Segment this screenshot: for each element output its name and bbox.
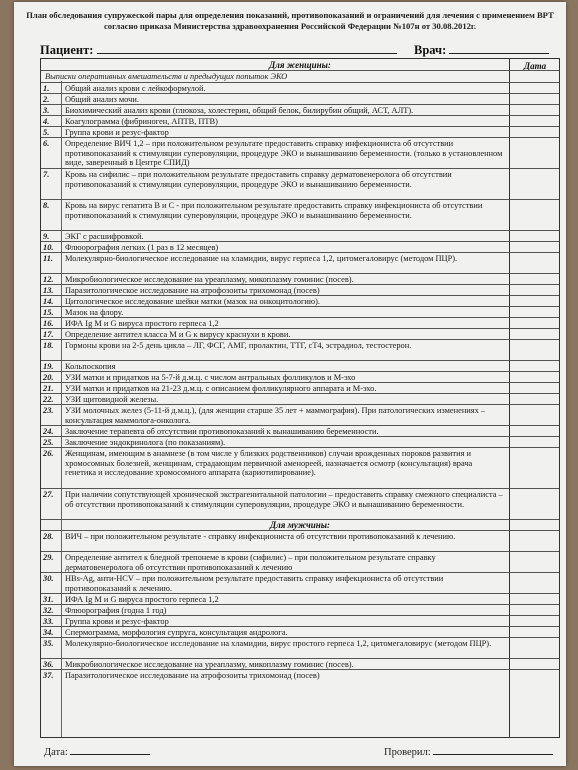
table-row <box>41 317 559 328</box>
table-row <box>41 404 559 425</box>
row-number: 5. <box>43 128 50 137</box>
row-text: Паразитологическое исследование на атрофозоиты трихомонад (посев) <box>65 671 320 680</box>
table-row <box>41 328 559 339</box>
date-label: Дата: <box>44 747 68 758</box>
row-number: 3. <box>43 106 50 115</box>
row-number: 13. <box>43 286 54 295</box>
row-text: УЗИ матки и придатков на 21-23 д.м.ц. с описанием фолликулярного аппарата и М-эхо. <box>65 384 377 393</box>
checked-label: Проверил: <box>384 747 431 758</box>
row-number: 23. <box>43 406 54 415</box>
row-number: 27. <box>43 490 54 499</box>
table-row <box>41 425 559 436</box>
table-row <box>41 382 559 393</box>
row-number: 15. <box>43 308 54 317</box>
row-number: 18. <box>43 341 54 350</box>
row-number: 24. <box>43 427 54 436</box>
table-row <box>41 436 559 447</box>
title-line-1: План обследования супружеской пары для определения показаний, противопоказаний и ограничений для лечения с применением ВРТ <box>26 10 554 20</box>
row-number: 2. <box>43 95 50 104</box>
row-text: Паразитологическое исследование на атрофозоиты трихомонад (посев) <box>65 286 320 295</box>
row-number: 6. <box>43 139 50 148</box>
table-row <box>41 447 559 488</box>
row-text: Микробиологическое исследование на уреаплазму, микоплазму гоминис (посев). <box>65 275 354 284</box>
table-row <box>41 126 559 137</box>
row-text: Биохимический анализ крови (глюкоза, холестерин, общий белок, билирубин общий, АСТ, АЛТ). <box>65 106 414 115</box>
row-number: 33. <box>43 617 54 626</box>
row-number: 12. <box>43 275 54 284</box>
row-text: Определение антител класса M и G к вирусу краснухи в крови. <box>65 330 291 339</box>
patient-field <box>40 42 397 58</box>
row-number: 31. <box>43 595 54 604</box>
row-number: 17. <box>43 330 54 339</box>
table-row <box>41 393 559 404</box>
row-text: HBs-Ag, анти-HCV – при положительном результате предоставить справку инфекциониста об отсутствии противопоказаний к лечению. <box>65 574 444 593</box>
table-row <box>41 252 559 273</box>
table-row <box>41 168 559 199</box>
row-number: 20. <box>43 373 54 382</box>
table-row <box>41 230 559 241</box>
table-row <box>41 82 559 93</box>
table-row <box>41 306 559 317</box>
row-text: Заключение эндокринолога (по показаниям). <box>65 438 226 447</box>
row-number: 8. <box>43 201 50 210</box>
row-number: 37. <box>43 671 54 680</box>
row-number: 34. <box>43 628 54 637</box>
men-header-row <box>41 519 559 530</box>
row-number: 7. <box>43 170 50 179</box>
extracts-text: Выписки оперативных вмешательств и предыдущих попыток ЭКО <box>45 72 288 81</box>
row-number: 26. <box>43 449 54 458</box>
row-text: Мазок на флору. <box>65 308 124 317</box>
patient-blank[interactable] <box>97 42 397 54</box>
table-row <box>41 339 559 360</box>
row-number: 16. <box>43 319 54 328</box>
row-text: Флюорография (годна 1 год) <box>65 606 167 615</box>
table-row <box>41 360 559 371</box>
exam-table <box>40 58 560 738</box>
row-text: Женщинам, имеющим в анамнезе (в том числе у близких родственников) случаи врожденных пороков развития и хромосомных болезней, женщинам, страдающим первичной аменореей, назначается осмотр (консультация) врача генетика и исследование хромосомного аппарата (кариотипирование). <box>65 449 473 477</box>
table-row <box>41 615 559 626</box>
date-column-header: Дата <box>523 61 547 71</box>
table-row <box>41 137 559 168</box>
table-row <box>41 93 559 104</box>
row-text: Общий анализ мочи. <box>65 95 139 104</box>
row-text: Группа крови и резус-фактор <box>65 128 169 137</box>
table-row <box>41 669 559 680</box>
row-number: 36. <box>43 660 54 669</box>
row-text: Коагулограмма (фибриноген, АПТВ, ПТВ) <box>65 117 218 126</box>
table-row <box>41 371 559 382</box>
row-number: 32. <box>43 606 54 615</box>
row-text: Цитологическое исследование шейки матки (мазок на онкоцитологию). <box>65 297 321 306</box>
row-number: 10. <box>43 243 54 252</box>
form-title <box>14 10 566 32</box>
table-row <box>41 530 559 551</box>
row-text: УЗИ матки и придатков на 5-7-й д.м.ц. с числом антральных фолликулов и М-эхо <box>65 373 356 382</box>
date-field <box>44 744 150 758</box>
table-row <box>41 241 559 252</box>
table-row <box>41 273 559 284</box>
row-text: ВИЧ – при положительном результате - справку инфекциониста об отсутствии противопоказаний к лечению. <box>65 532 456 541</box>
row-text: Микробиологическое исследование на уреаплазму, микоплазму гоминис (посев). <box>65 660 354 669</box>
row-text: При наличии сопутствующей хронической экстрагенитальной патологии – предоставить справку смежного специалиста – об отсутствии противопоказаний к стимуляции суперовуляции, процедуре ЭКО и вынашиванию беременности. <box>65 490 503 509</box>
row-number: 29. <box>43 553 54 562</box>
row-text: Общий анализ крови с лейкоформулой. <box>65 84 206 93</box>
checked-field <box>384 744 553 758</box>
table-row <box>41 572 559 593</box>
row-text: Молекулярно-биологическое исследование на хламидии, вирус простого герпеса 1,2, цитомегаловирус (методом ПЦР). <box>65 639 492 648</box>
row-text: Молекулярно-биологическое исследование на хламидии, вирус герпеса 1,2, цитомегаловирус (методом ПЦР). <box>65 254 458 263</box>
row-text: Кровь на сифилис – при положительном результате предоставить справку дерматовенеролога об отсутствии противопоказаний к стимуляции суперовуляции, процедуре ЭКО и вынашиванию беременности. <box>65 170 452 189</box>
table-row <box>41 658 559 669</box>
row-number: 14. <box>43 297 54 306</box>
checked-blank[interactable] <box>433 744 553 755</box>
table-row <box>41 295 559 306</box>
row-number: 19. <box>43 362 54 371</box>
row-number: 4. <box>43 117 50 126</box>
row-number: 21. <box>43 384 54 393</box>
doctor-label: Врач: <box>414 43 447 57</box>
row-text: Определение ВИЧ 1,2 – при положительном результате предоставить справку инфекциониста об отсутствии противопоказаний к стимуляции суперовуляции, процедуре ЭКО и вынашиванию беременности. (только в установленном виде, заверенный в Центре СПИД) <box>65 139 503 167</box>
women-section-header: Для женщины: <box>269 60 331 70</box>
date-blank[interactable] <box>70 744 150 755</box>
table-row <box>41 604 559 615</box>
table-row <box>41 551 559 572</box>
row-number: 35. <box>43 639 54 648</box>
row-text: Гормоны крови на 2-5 день цикла – ЛГ, ФСГ, АМГ, пролактин, ТТГ, сТ4, эстрадиол, тестостерон. <box>65 341 412 350</box>
row-number: 11. <box>43 254 54 263</box>
form-sheet <box>14 2 566 766</box>
row-text: Группа крови и резус-фактор <box>65 617 169 626</box>
row-number: 9. <box>43 232 50 241</box>
row-text: УЗИ молочных желез (5-11-й д.м.ц.), (для женщин старше 35 лет + маммография). При патологических изменениях – консультация маммолога-онколога. <box>65 406 486 425</box>
row-number: 25. <box>43 438 54 447</box>
row-text: Флюорография легких (1 раз в 12 месяцев) <box>65 243 219 252</box>
table-row <box>41 104 559 115</box>
table-row <box>41 488 559 519</box>
row-text: ИФА Ig M и G вируса простого герпеса 1,2 <box>65 319 219 328</box>
table-row <box>41 637 559 658</box>
row-text: Заключение терапевта об отсутствии противопоказаний к вынашиванию беременности. <box>65 427 379 436</box>
row-number: 30. <box>43 574 54 583</box>
row-text: ЭКГ с расшифровкой. <box>65 232 144 241</box>
men-section-header: Для мужчины: <box>269 520 330 530</box>
row-number: 1. <box>43 84 50 93</box>
patient-label: Пациент: <box>40 43 94 57</box>
title-line-2: согласно приказа Министерства здравоохранения Российской Федерации №107н от 30.08.2012г. <box>103 21 476 31</box>
doctor-field <box>414 42 549 58</box>
row-text: Спермограмма, морфология супруга, консультация андролога. <box>65 628 288 637</box>
table-row <box>41 626 559 637</box>
table-row <box>41 593 559 604</box>
row-text: УЗИ щитовидной железы. <box>65 395 159 404</box>
table-row <box>41 115 559 126</box>
extracts-row <box>41 70 559 82</box>
table-row <box>41 284 559 295</box>
row-number: 22. <box>43 395 54 404</box>
row-number: 28. <box>43 532 54 541</box>
doctor-blank[interactable] <box>449 42 549 54</box>
row-text: Определение антител к бледной трепонеме в крови (сифилис) – при положительном результате справку дерматовенеролога об отсутствии противопоказаний к лечению <box>65 553 436 572</box>
row-text: ИФА Ig M и G вируса простого герпеса 1,2 <box>65 595 219 604</box>
table-row <box>41 199 559 230</box>
row-text: Кровь на вирус гепатита В и С - при положительном результате предоставить справку инфекциониста об отсутствии противопоказаний к стимуляции суперовуляции, процедуре ЭКО и вынашиванию беременности. <box>65 201 483 220</box>
row-text: Кольпоскопия <box>65 362 116 371</box>
